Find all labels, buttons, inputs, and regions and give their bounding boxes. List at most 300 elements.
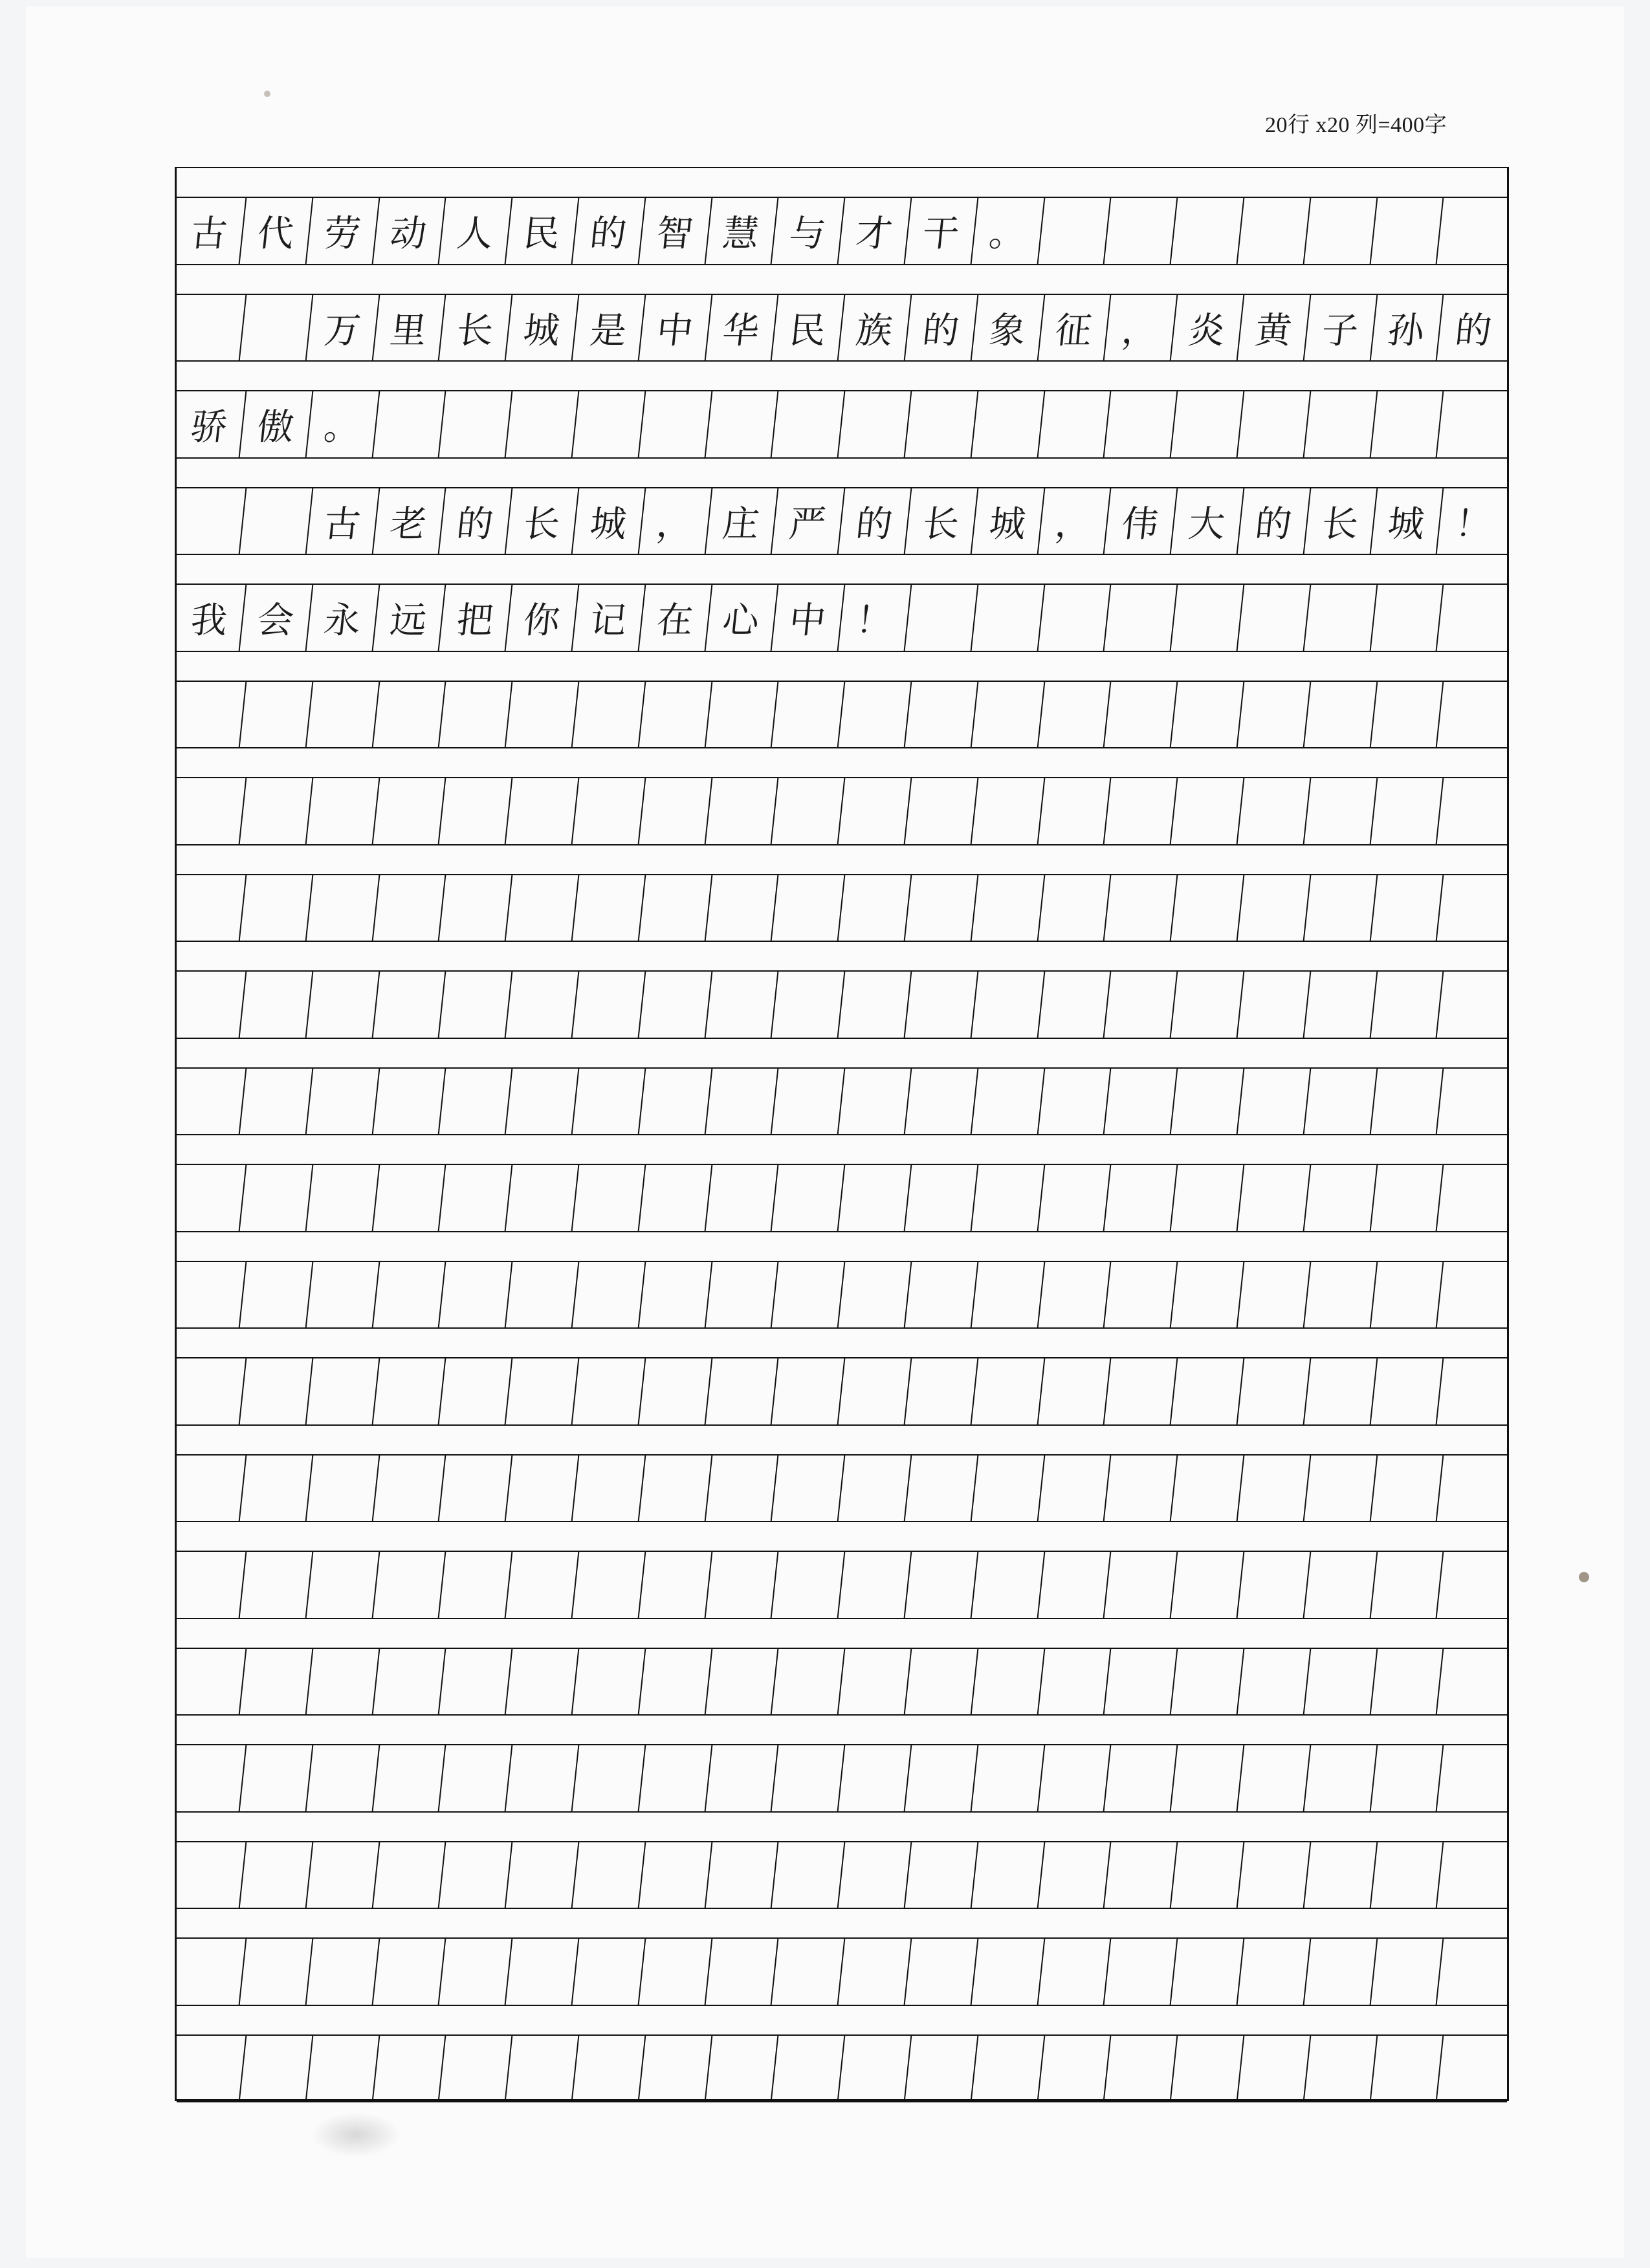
grid-cell: 在 [639, 585, 712, 651]
grid-cell [1304, 1358, 1377, 1424]
grid-row [177, 1426, 1507, 1523]
grid-cell [1171, 1939, 1244, 2005]
cell-row [177, 1358, 1507, 1426]
grid-cell [1105, 585, 1178, 651]
grid-cell [1237, 585, 1310, 651]
grid-cell [639, 972, 712, 1038]
grid-cell [1370, 2036, 1444, 2102]
grid-cell [173, 682, 247, 748]
grid-cell [373, 1649, 446, 1715]
grid-cell [306, 1939, 379, 2005]
grid-cell [1437, 1842, 1510, 1908]
grid-cell [839, 1358, 912, 1424]
grid-cell [905, 682, 978, 748]
grid-cell [506, 875, 579, 941]
grid-cell [239, 1939, 313, 2005]
grid-cell [705, 1456, 778, 1521]
grid-cell [1105, 198, 1178, 264]
grid-cell [439, 1552, 512, 1618]
grid-cell [772, 1552, 845, 1618]
grid-cell [639, 875, 712, 941]
row-spacer [177, 1522, 1507, 1552]
grid-cell [373, 1745, 446, 1811]
grid-row [177, 265, 1507, 362]
grid-cell [1370, 1262, 1444, 1328]
cell-row [177, 1165, 1507, 1232]
grid-cell [1171, 391, 1244, 457]
grid-row [177, 942, 1507, 1039]
grid-cell: 人 [439, 198, 512, 264]
grid-cell [1437, 2036, 1510, 2102]
grid-cell: 长 [506, 488, 579, 554]
grid-cell [1038, 778, 1111, 844]
grid-cell [705, 1552, 778, 1618]
grid-cell [173, 972, 247, 1038]
grid-cell [639, 1939, 712, 2005]
grid-spec-label: 20行 x20 列=400字 [1265, 113, 1447, 137]
grid-cell [1105, 682, 1178, 748]
grid-cell [1038, 1552, 1111, 1618]
grid-cell: ， [639, 488, 712, 554]
grid-cell [1437, 972, 1510, 1038]
grid-cell [839, 682, 912, 748]
grid-cell [1038, 1262, 1111, 1328]
grid-cell [173, 1456, 247, 1521]
grid-row [177, 1909, 1507, 2006]
grid-cell [506, 1456, 579, 1521]
grid-cell [239, 1262, 313, 1328]
grid-cell [439, 1358, 512, 1424]
grid-cell [639, 1842, 712, 1908]
grid-cell [1370, 1649, 1444, 1715]
row-spacer [177, 1329, 1507, 1358]
grid-cell: 城 [506, 295, 579, 361]
grid-cell [639, 2036, 712, 2102]
grid-cell [506, 1165, 579, 1231]
row-spacer [177, 652, 1507, 682]
grid-cell [905, 585, 978, 651]
grid-cell [239, 295, 313, 361]
grid-cell [772, 682, 845, 748]
row-spacer [177, 748, 1507, 778]
cell-row [177, 682, 1507, 749]
grid-cell [971, 682, 1044, 748]
row-spacer [177, 1909, 1507, 1939]
grid-cell [1304, 682, 1377, 748]
grid-cell [1304, 198, 1377, 264]
grid-row [177, 845, 1507, 943]
grid-cell [1237, 1939, 1310, 2005]
row-spacer [177, 1619, 1507, 1649]
grid-cell [971, 1069, 1044, 1135]
grid-cell [173, 488, 247, 554]
grid-cell [173, 778, 247, 844]
grid-cell [1304, 778, 1377, 844]
grid-cell [905, 1745, 978, 1811]
grid-cell [1370, 391, 1444, 457]
grid-cell [173, 1262, 247, 1328]
grid-cell [173, 295, 247, 361]
grid-cell [905, 2036, 978, 2102]
grid-cell [506, 682, 579, 748]
grid-cell: 的 [905, 295, 978, 361]
grid-cell: 长 [905, 488, 978, 554]
grid-row [177, 1619, 1507, 1716]
grid-cell [1171, 1262, 1244, 1328]
grid-cell [572, 972, 645, 1038]
grid-cell [306, 875, 379, 941]
grid-cell [1437, 875, 1510, 941]
grid-cell [1304, 1262, 1377, 1328]
row-spacer [177, 2006, 1507, 2036]
grid-cell [506, 391, 579, 457]
cell-row [177, 1262, 1507, 1329]
grid-cell [1171, 1165, 1244, 1231]
grid-cell [772, 1358, 845, 1424]
grid-cell [1370, 682, 1444, 748]
grid-cell: 动 [373, 198, 446, 264]
grid-row [177, 1232, 1507, 1329]
grid-cell [839, 2036, 912, 2102]
grid-cell [971, 1842, 1044, 1908]
grid-cell: 伟 [1105, 488, 1178, 554]
row-spacer [177, 1716, 1507, 1745]
cell-row [177, 1456, 1507, 1523]
grid-cell [1304, 1939, 1377, 2005]
grid-cell [572, 1069, 645, 1135]
grid-row [177, 555, 1507, 652]
grid-cell [439, 875, 512, 941]
grid-cell [306, 778, 379, 844]
cell-row [177, 488, 1507, 556]
grid-cell [572, 1165, 645, 1231]
grid-cell [839, 1745, 912, 1811]
grid-cell [373, 875, 446, 941]
grid-cell: 子 [1304, 295, 1377, 361]
grid-cell [1304, 585, 1377, 651]
grid-cell [1171, 1842, 1244, 1908]
grid-cell [971, 1165, 1044, 1231]
grid-cell [506, 1649, 579, 1715]
grid-cell [173, 1552, 247, 1618]
grid-cell [506, 1552, 579, 1618]
grid-cell: 骄 [173, 391, 247, 457]
grid-cell [839, 1262, 912, 1328]
grid-cell [639, 1552, 712, 1618]
grid-cell [639, 682, 712, 748]
grid-cell [1105, 391, 1178, 457]
grid-cell [1105, 972, 1178, 1038]
grid-cell [971, 1649, 1044, 1715]
cell-row [177, 585, 1507, 652]
cell-row [177, 1069, 1507, 1136]
grid-cell [373, 2036, 446, 2102]
grid-cell: 华 [705, 295, 778, 361]
grid-cell [1437, 1165, 1510, 1231]
grid-cell [1038, 585, 1111, 651]
cell-row [177, 198, 1507, 265]
grid-cell [971, 1262, 1044, 1328]
grid-cell [1370, 1745, 1444, 1811]
grid-cell [572, 1358, 645, 1424]
grid-cell: 庄 [705, 488, 778, 554]
grid-cell: 城 [572, 488, 645, 554]
grid-cell [572, 1842, 645, 1908]
grid-cell: 族 [839, 295, 912, 361]
grid-cell: 记 [572, 585, 645, 651]
grid-cell [1437, 391, 1510, 457]
grid-cell [639, 1069, 712, 1135]
grid-cell [772, 875, 845, 941]
grid-cell [971, 391, 1044, 457]
grid-cell [1237, 2036, 1310, 2102]
grid-cell [839, 1165, 912, 1231]
grid-cell [705, 2036, 778, 2102]
grid-cell [1038, 875, 1111, 941]
grid-cell [705, 778, 778, 844]
grid-cell [1105, 1456, 1178, 1521]
grid-cell [439, 2036, 512, 2102]
cell-row [177, 1649, 1507, 1716]
grid-row [177, 1039, 1507, 1136]
row-spacer [177, 168, 1507, 198]
grid-cell [1038, 1358, 1111, 1424]
grid-cell: 慧 [705, 198, 778, 264]
grid-cell [173, 1358, 247, 1424]
grid-cell [772, 1745, 845, 1811]
grid-cell [306, 1358, 379, 1424]
grid-cell [1038, 1649, 1111, 1715]
grid-cell [439, 1745, 512, 1811]
grid-cell [1437, 1552, 1510, 1618]
grid-cell [373, 1262, 446, 1328]
row-spacer [177, 942, 1507, 972]
grid-cell: 古 [173, 198, 247, 264]
grid-cell: 才 [839, 198, 912, 264]
grid-cell [1437, 1939, 1510, 2005]
grid-cell [839, 1649, 912, 1715]
grid-cell [639, 1262, 712, 1328]
row-spacer [177, 362, 1507, 391]
grid-row [177, 1135, 1507, 1232]
grid-cell [173, 1842, 247, 1908]
grid-cell [239, 778, 313, 844]
grid-cell [306, 1165, 379, 1231]
grid-cell [705, 1939, 778, 2005]
grid-cell [639, 1165, 712, 1231]
grid-cell [705, 1262, 778, 1328]
grid-cell [572, 1939, 645, 2005]
grid-cell: 炎 [1171, 295, 1244, 361]
grid-cell [1370, 1842, 1444, 1908]
grid-cell [1171, 972, 1244, 1038]
grid-cell [705, 1358, 778, 1424]
grid-cell [373, 972, 446, 1038]
grid-cell [572, 391, 645, 457]
grid-cell [905, 1552, 978, 1618]
row-spacer [177, 555, 1507, 585]
grid-cell: 。 [306, 391, 379, 457]
grid-cell [439, 1649, 512, 1715]
grid-cell [1171, 1358, 1244, 1424]
grid-cell [1171, 2036, 1244, 2102]
grid-cell [439, 972, 512, 1038]
grid-cell [1370, 1165, 1444, 1231]
grid-cell [1171, 682, 1244, 748]
grid-cell [1105, 1358, 1178, 1424]
grid-cell: 城 [971, 488, 1044, 554]
grid-cell [1171, 1552, 1244, 1618]
grid-cell [772, 972, 845, 1038]
grid-cell [306, 1552, 379, 1618]
grid-cell [439, 391, 512, 457]
grid-cell [1237, 1745, 1310, 1811]
grid-cell [306, 2036, 379, 2102]
row-spacer [177, 845, 1507, 875]
grid-cell [1038, 198, 1111, 264]
grid-cell [239, 1358, 313, 1424]
grid-cell: 城 [1370, 488, 1444, 554]
grid-row [177, 362, 1507, 459]
grid-cell [839, 1842, 912, 1908]
grid-cell [839, 1069, 912, 1135]
row-spacer [177, 1426, 1507, 1456]
grid-row [177, 1813, 1507, 1910]
grid-cell: ！ [1453, 503, 1494, 545]
grid-cell [905, 1939, 978, 2005]
grid-cell [173, 1069, 247, 1135]
grid-cell [173, 1649, 247, 1715]
grid-cell [639, 1358, 712, 1424]
grid-cell [239, 1552, 313, 1618]
grid-cell: 征 [1038, 295, 1111, 361]
grid-cell [772, 1069, 845, 1135]
grid-cell [1237, 391, 1310, 457]
grid-cell [1171, 1456, 1244, 1521]
grid-cell [439, 1165, 512, 1231]
grid-cell: 长 [1304, 488, 1377, 554]
grid-row [177, 1522, 1507, 1619]
grid-cell [1038, 1939, 1111, 2005]
grid-cell [1038, 391, 1111, 457]
grid-cell [971, 1552, 1044, 1618]
grid-cell: 干 [905, 198, 978, 264]
grid-cell [506, 778, 579, 844]
grid-cell [239, 1456, 313, 1521]
grid-cell [705, 1069, 778, 1135]
grid-cell [1437, 1262, 1510, 1328]
grid-cell [1105, 1939, 1178, 2005]
grid-cell [1304, 1745, 1377, 1811]
grid-cell: 的 [572, 198, 645, 264]
grid-cell [239, 972, 313, 1038]
grid-cell: 中 [639, 295, 712, 361]
grid-cell [439, 1842, 512, 1908]
grid-cell [1370, 778, 1444, 844]
grid-cell: 万 [306, 295, 379, 361]
grid-cell [772, 778, 845, 844]
grid-cell [1171, 198, 1244, 264]
grid-cell [1437, 585, 1510, 651]
grid-row [177, 748, 1507, 845]
grid-cell [905, 875, 978, 941]
grid-cell [905, 1456, 978, 1521]
grid-cell [1171, 875, 1244, 941]
grid-cell [905, 1069, 978, 1135]
grid-cell [971, 1939, 1044, 2005]
grid-cell [306, 1745, 379, 1811]
grid-cell [705, 1842, 778, 1908]
cell-row [177, 972, 1507, 1039]
grid-cell: 里 [373, 295, 446, 361]
grid-cell [705, 1649, 778, 1715]
grid-cell [1304, 1069, 1377, 1135]
grid-cell [1171, 1649, 1244, 1715]
cell-row [177, 1939, 1507, 2006]
grid-cell: 心 [705, 585, 778, 651]
grid-row [177, 1716, 1507, 1813]
grid-cell [1038, 972, 1111, 1038]
grid-cell [373, 1456, 446, 1521]
cell-row [177, 1745, 1507, 1813]
grid-cell [1304, 1552, 1377, 1618]
grid-cell: 你 [506, 585, 579, 651]
grid-cell [306, 972, 379, 1038]
grid-cell: 长 [439, 295, 512, 361]
grid-cell [839, 1552, 912, 1618]
grid-cell [905, 1358, 978, 1424]
grid-cell: 的 [1237, 488, 1310, 554]
grid-cell [905, 1262, 978, 1328]
grid-cell [373, 1552, 446, 1618]
grid-cell [1304, 391, 1377, 457]
grid-cell [439, 1939, 512, 2005]
grid-cell [1370, 1456, 1444, 1521]
grid-cell [1437, 682, 1510, 748]
grid-cell [1105, 1262, 1178, 1328]
grid-cell [1038, 1456, 1111, 1521]
grid-cell [173, 875, 247, 941]
grid-cell [1237, 198, 1310, 264]
grid-cell: 老 [373, 488, 446, 554]
grid-cell: 孙 [1370, 295, 1444, 361]
grid-cell [439, 682, 512, 748]
grid-cell [639, 1745, 712, 1811]
grid-cell [1437, 1745, 1510, 1811]
grid-cell [1237, 1649, 1310, 1715]
grid-cell: 会 [239, 585, 313, 651]
grid-cell [1304, 1842, 1377, 1908]
row-spacer [177, 1135, 1507, 1165]
row-spacer [177, 1039, 1507, 1069]
grid-cell [1437, 1358, 1510, 1424]
cell-row [177, 1842, 1507, 1910]
cell-row [177, 778, 1507, 845]
grid-row [177, 1329, 1507, 1426]
grid-cell [373, 1358, 446, 1424]
grid-cell [1370, 1358, 1444, 1424]
grid-cell [772, 1649, 845, 1715]
grid-cell [971, 1358, 1044, 1424]
grid-cell [572, 778, 645, 844]
grid-cell: 代 [239, 198, 313, 264]
grid-cell [373, 778, 446, 844]
grid-cell: ， [1038, 488, 1111, 554]
grid-cell [705, 391, 778, 457]
grid-cell [971, 1745, 1044, 1811]
paper-stain [264, 91, 270, 97]
grid-cell [1437, 1456, 1510, 1521]
